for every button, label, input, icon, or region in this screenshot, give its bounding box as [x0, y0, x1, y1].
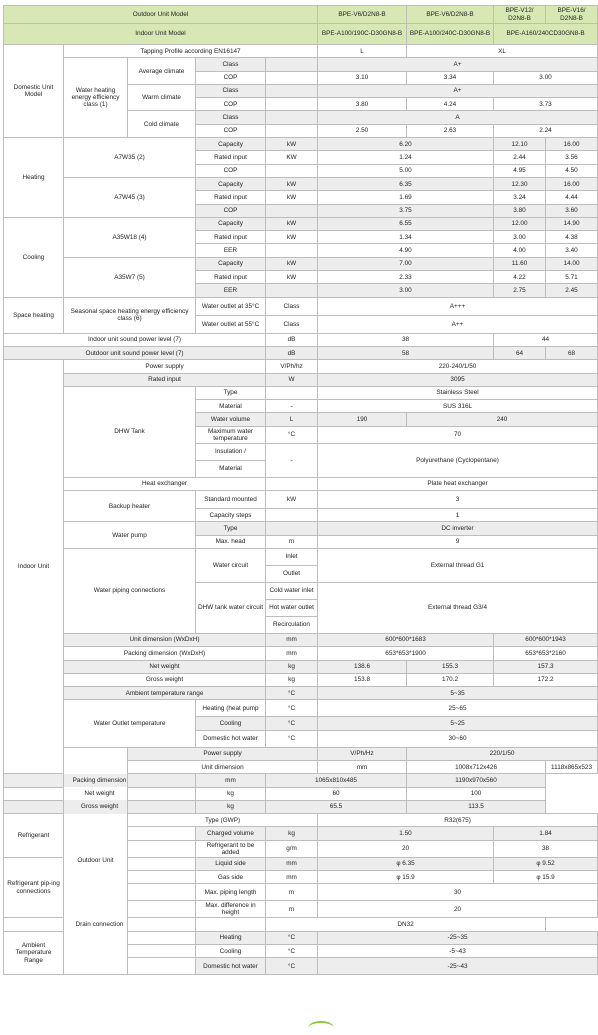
table-row	[4, 660, 598, 673]
value-cell: 3.80	[318, 98, 407, 111]
table-row	[4, 58, 598, 71]
value-cell: 653*653*2160	[494, 647, 598, 660]
value-cell: 155.3	[407, 660, 494, 673]
class-label: Class	[266, 315, 318, 333]
value-cell: 1118x865x523	[546, 760, 598, 773]
gross-weight-label: Gross weight	[4, 800, 196, 813]
unit-cell: m	[266, 535, 318, 548]
space-55-value: A++	[318, 315, 598, 333]
unit-cell: kW	[266, 138, 318, 151]
table-row	[4, 522, 598, 535]
table-row	[4, 800, 598, 813]
capacity-label: Capacity	[196, 217, 266, 230]
value-cell: 3.60	[546, 204, 598, 217]
value-cell: 1008x712x426	[407, 760, 546, 773]
table-row	[4, 787, 598, 800]
section-domestic: Domestic Unit Model	[4, 45, 64, 138]
value-cell: 3.34	[407, 71, 494, 84]
value-cell: 1.24	[318, 151, 494, 164]
domestic-hot-water-label: Domestic hot water	[196, 730, 266, 747]
value-cell: DC inverter	[318, 522, 598, 535]
dhw-tank-label: DHW Tank	[64, 386, 196, 477]
value-cell: 4.95	[494, 164, 546, 177]
value-cell: 4.50	[546, 164, 598, 177]
material-label: Material	[196, 460, 266, 477]
unit-cell: kW	[266, 217, 318, 230]
indoor-model-label: Indoor Unit Model	[4, 24, 318, 45]
value-cell: 4.44	[546, 191, 598, 204]
packing-dimension-label: Packing dimension (WxDxH)	[64, 647, 266, 660]
value-cell: 3.00	[494, 71, 598, 84]
indoor-model-2: BPE-A100/240C-D30GN8-B	[407, 24, 494, 45]
rated-input-label: Rated input	[196, 191, 266, 204]
table-row	[4, 257, 598, 270]
unit-cell: V/Ph/Hz	[318, 747, 407, 760]
value-cell: 220/1/50	[407, 747, 598, 760]
a7w45-label: A7W45 (3)	[64, 177, 196, 217]
hot-outlet-label: Hot water outlet	[266, 599, 318, 616]
gross-weight-label: Gross weight	[64, 673, 266, 686]
value-cell: 1190x970x560	[407, 774, 546, 787]
value-cell: R32(675)	[318, 814, 598, 827]
value-cell: 2.44	[494, 151, 546, 164]
standard-mounted-label: Standard mounted	[196, 491, 266, 509]
table-row	[4, 297, 598, 315]
value-cell: 153.8	[318, 673, 407, 686]
table-row	[4, 747, 598, 760]
value-cell: SUS 316L	[318, 400, 598, 413]
cold-class-value: A	[318, 111, 598, 124]
value-cell: 11.60	[494, 257, 546, 270]
a7w35-label: A7W35 (2)	[64, 138, 196, 178]
packing-dimension-label: Packing dimension	[4, 774, 196, 787]
value-cell: 2.45	[546, 284, 598, 297]
table-row	[4, 548, 598, 565]
a35w7-label: A35W7 (5)	[64, 257, 196, 297]
value-cell: 5~35	[318, 687, 598, 700]
value-cell: 157.3	[494, 660, 598, 673]
domestic-hot-water-label: Domestic hot water	[196, 958, 266, 975]
table-row	[4, 177, 598, 190]
unit-cell: -	[266, 400, 318, 413]
liquid-side-label: Liquid side	[196, 857, 266, 870]
value-cell: 4.90	[318, 244, 494, 257]
value-cell: 3.00	[494, 231, 546, 244]
value-cell: 25~65	[318, 700, 598, 717]
avg-class-value: A+	[318, 58, 598, 71]
table-row	[4, 45, 598, 58]
unit-cell: kW	[266, 257, 318, 270]
model-2: BPE-V6/D2N8-B	[407, 6, 494, 24]
max-water-temp-label: Maximum water temperature	[196, 426, 266, 443]
water-heating-efficiency-label: Water heating energy efficiency class (1)	[64, 58, 128, 138]
table-row	[4, 918, 598, 931]
unit-cell: dB	[266, 333, 318, 346]
net-weight-label: Net weight	[64, 660, 266, 673]
value-cell: 1065x810x485	[266, 774, 407, 787]
unit-dimension-label: Unit dimension	[128, 760, 318, 773]
unit-cell: °C	[266, 730, 318, 747]
value-cell: 2.33	[318, 271, 494, 284]
net-weight-label: Net weight	[4, 787, 196, 800]
table-row	[4, 491, 598, 509]
unit-cell: kg	[266, 827, 318, 840]
warm-class-value: A+	[318, 84, 598, 97]
unit-cell: g/m	[266, 840, 318, 857]
value-cell: 138.6	[318, 660, 407, 673]
cop-label: COP	[196, 71, 266, 84]
unit-dimension-label: Unit dimension (WxDxH)	[64, 633, 266, 646]
unit-cell: kg	[266, 660, 318, 673]
value-cell: 16.00	[546, 138, 598, 151]
value-cell: 60	[266, 787, 407, 800]
class-label: Class	[196, 111, 266, 124]
value-cell: 3.73	[494, 98, 598, 111]
value-cell: 64	[494, 346, 546, 359]
value-cell: External thread G3/4	[318, 582, 598, 633]
value-cell: 240	[407, 413, 598, 426]
indoor-model-row	[4, 24, 598, 45]
space-heating-label: Seasonal space heating energy efficiency class (6)	[64, 297, 196, 333]
section-indoor-unit: Indoor Unit	[4, 360, 64, 774]
indoor-model-1: BPE-A100/190C-D30GN8-B	[318, 24, 407, 45]
rated-input-label: Rated input	[196, 151, 266, 164]
value-cell: 38	[318, 333, 494, 346]
unit-cell: °C	[266, 700, 318, 717]
average-climate: Average climate	[128, 58, 196, 85]
unit-cell: mm	[196, 774, 266, 787]
outdoor-model-label: Outdoor Unit Model	[4, 6, 318, 24]
max-height-difference-label: Max. difference in height	[196, 901, 266, 918]
value-cell: Stainless Steel	[318, 386, 598, 399]
water-pump-label: Water pump	[64, 522, 196, 549]
value-cell: φ 15.9	[318, 871, 494, 884]
section-outdoor-unit: Outdoor Unit	[64, 747, 128, 975]
tapping-l: L	[318, 45, 407, 58]
table-row	[4, 217, 598, 230]
value-cell: 1.50	[318, 827, 494, 840]
capacity-label: Capacity	[196, 138, 266, 151]
cop-label: COP	[196, 164, 266, 177]
unit-cell: m	[266, 884, 318, 901]
backup-heater-label: Backup heater	[64, 491, 196, 522]
brand-arc-icon	[308, 1021, 334, 1035]
value-cell: 3	[318, 491, 598, 509]
section-cooling: Cooling	[4, 217, 64, 297]
value-cell: φ 6.35	[318, 857, 494, 870]
cop-label: COP	[196, 124, 266, 137]
value-cell: 1	[318, 509, 598, 522]
table-row	[4, 633, 598, 646]
unit-cell: mm	[266, 633, 318, 646]
cooling-label: Cooling	[196, 717, 266, 730]
section-heating: Heating	[4, 138, 64, 218]
value-cell: DN32	[266, 918, 546, 931]
unit-cell: °C	[266, 958, 318, 975]
table-row	[4, 687, 598, 700]
water-piping-label: Water piping connections	[64, 548, 196, 633]
charged-volume-label: Charged volume	[196, 827, 266, 840]
refrigerant-to-add-label: Refrigerant to be added	[196, 840, 266, 857]
value-cell: 3.80	[494, 204, 546, 217]
value-cell: 3.00	[318, 284, 494, 297]
value-cell: 220-240/1/50	[318, 360, 598, 373]
value-cell: 113.5	[407, 800, 546, 813]
table-row	[4, 477, 598, 490]
max-head-label: Max. head	[196, 535, 266, 548]
value-cell: 20	[318, 840, 494, 857]
value-cell: 5~25	[318, 717, 598, 730]
water-circuit-label: Water circuit	[196, 548, 266, 582]
value-cell: 20	[318, 901, 598, 918]
unit-cell: mm	[266, 647, 318, 660]
value-cell: 12.30	[494, 177, 546, 190]
rated-input-label: Rated input	[196, 231, 266, 244]
value-cell: Plate heat exchanger	[318, 477, 598, 490]
inlet-label: Inlet	[266, 548, 318, 565]
value-cell: 3.10	[318, 71, 407, 84]
value-cell: 6.20	[318, 138, 494, 151]
value-cell: -5~43	[318, 944, 598, 957]
unit-cell: °C	[266, 717, 318, 730]
rated-input-label: Rated input	[196, 271, 266, 284]
power-supply-label: Power supply	[64, 360, 266, 373]
unit-cell: kW	[266, 271, 318, 284]
class-label: Class	[196, 84, 266, 97]
table-row	[4, 333, 598, 346]
value-cell: 12.10	[494, 138, 546, 151]
value-cell: 4.00	[494, 244, 546, 257]
value-cell: 2.50	[318, 124, 407, 137]
value-cell: 2.24	[494, 124, 598, 137]
unit-cell: °C	[266, 687, 318, 700]
unit-cell: mm	[266, 871, 318, 884]
table-row	[4, 138, 598, 151]
value-cell: 172.2	[494, 673, 598, 686]
unit-cell: kg	[266, 673, 318, 686]
heating-label: Heating	[196, 931, 266, 944]
value-cell: 16.00	[546, 177, 598, 190]
unit-cell: m	[266, 901, 318, 918]
unit-cell: kW	[266, 191, 318, 204]
rated-input-label: Rated input	[64, 373, 266, 386]
unit-cell: L	[266, 413, 318, 426]
material-label: Material	[196, 400, 266, 413]
value-cell: 3.56	[546, 151, 598, 164]
value-cell: 2.75	[494, 284, 546, 297]
gas-side-label: Gas side	[196, 871, 266, 884]
section-space-heating: Space heating	[4, 297, 64, 333]
dhw-circuit-label: DHW tank water circuit	[196, 582, 266, 633]
heat-exchanger-label: Heat exchanger	[64, 477, 266, 490]
specification-table	[3, 5, 598, 975]
a35w18-label: A35W18 (4)	[64, 217, 196, 257]
value-cell: φ 9.52	[494, 857, 598, 870]
table-row	[4, 673, 598, 686]
table-row	[4, 774, 598, 787]
value-cell: 1.69	[318, 191, 494, 204]
space-35-value: A+++	[318, 297, 598, 315]
ambient-temp-range-label: Ambient Temperature Range	[4, 931, 64, 975]
unit-cell: V/Ph/hz	[266, 360, 318, 373]
indoor-model-3-4: BPE-A160/240CD30GN8-B	[494, 24, 598, 45]
value-cell: 2.63	[407, 124, 494, 137]
eer-label: EER	[196, 284, 266, 297]
value-cell: 4.22	[494, 271, 546, 284]
value-cell: 600*600*1943	[494, 633, 598, 646]
refrigerant-piping-label: Refrigerant pip-ing connections	[4, 857, 64, 918]
unit-cell: kW	[266, 491, 318, 509]
capacity-label: Capacity	[196, 177, 266, 190]
value-cell: 7.00	[318, 257, 494, 270]
outdoor-model-row	[4, 6, 598, 24]
value-cell: 6.35	[318, 177, 494, 190]
model-3: BPE-V12/ D2N8-B	[494, 6, 546, 24]
value-cell: 6.55	[318, 217, 494, 230]
value-cell: φ 15.9	[494, 871, 598, 884]
value-cell: 38	[494, 840, 598, 857]
capacity-steps-label: Capacity steps	[196, 509, 266, 522]
table-row	[4, 647, 598, 660]
value-cell: 9	[318, 535, 598, 548]
insulation-label: Insulation /	[196, 443, 266, 460]
warm-climate: Warm climate	[128, 84, 196, 111]
value-cell: 1.84	[494, 827, 598, 840]
class-label: Class	[266, 297, 318, 315]
table-row	[4, 386, 598, 399]
unit-cell: W	[266, 373, 318, 386]
value-cell: 3.40	[546, 244, 598, 257]
class-label: Class	[196, 58, 266, 71]
ambient-range-label: Ambient temperature range	[64, 687, 266, 700]
value-cell: 100	[407, 787, 546, 800]
unit-cell: °C	[266, 944, 318, 957]
unit-cell: mm	[266, 857, 318, 870]
value-cell: 600*600*1683	[318, 633, 494, 646]
value-cell: 68	[546, 346, 598, 359]
refrigerant-label: Refrigerant	[4, 814, 64, 858]
value-cell: 30~60	[318, 730, 598, 747]
value-cell: 1.34	[318, 231, 494, 244]
value-cell: External thread G1	[318, 548, 598, 582]
table-row	[4, 346, 598, 359]
cop-label: COP	[196, 204, 266, 217]
outlet-label: Outlet	[266, 565, 318, 582]
tapping-label: Tapping Profile according EN16147	[64, 45, 318, 58]
value-cell: 3095	[318, 373, 598, 386]
cop-label: COP	[196, 98, 266, 111]
cold-inlet-label: Cold water inlet	[266, 582, 318, 599]
max-piping-length-label: Max. piping length	[196, 884, 266, 901]
value-cell: 3.24	[494, 191, 546, 204]
value-cell: 5.00	[318, 164, 494, 177]
value-cell: 70	[318, 426, 598, 443]
heating-label: Heating (heat pump	[196, 700, 266, 717]
cooling-label: Cooling	[196, 944, 266, 957]
type-gwp-label: Type (GWP)	[128, 814, 318, 827]
indoor-sound-label: Indoor unit sound power level (7)	[4, 333, 266, 346]
outlet-35-label: Water outlet at 35°C	[196, 297, 266, 315]
unit-cell: KW	[266, 151, 318, 164]
outlet-55-label: Water outlet at 55°C	[196, 315, 266, 333]
table-row	[4, 373, 598, 386]
value-cell: 12.00	[494, 217, 546, 230]
power-supply-label: Power supply	[128, 747, 318, 760]
type-label: Type	[196, 522, 266, 535]
type-label: Type	[196, 386, 266, 399]
unit-cell: kW	[266, 231, 318, 244]
unit-cell: °C	[266, 931, 318, 944]
capacity-label: Capacity	[196, 257, 266, 270]
value-cell: -25~43	[318, 958, 598, 975]
value-cell: Polyurethane (Cyclopentane)	[318, 443, 598, 477]
value-cell: 653*653*1900	[318, 647, 494, 660]
water-outlet-temp-label: Water Outlet temperature	[64, 700, 196, 747]
unit-cell: mm	[318, 760, 407, 773]
recirculation-label: Recirculation	[266, 616, 318, 633]
value-cell: 14.00	[546, 257, 598, 270]
value-cell: 58	[318, 346, 494, 359]
unit-cell: kW	[266, 177, 318, 190]
eer-label: EER	[196, 244, 266, 257]
unit-cell: kg	[196, 800, 266, 813]
value-cell: 170.2	[407, 673, 494, 686]
outdoor-sound-label: Outdoor unit sound power level (7)	[4, 346, 266, 359]
unit-cell: dB	[266, 346, 318, 359]
value-cell: 5.71	[546, 271, 598, 284]
value-cell: -25~35	[318, 931, 598, 944]
value-cell: 3.75	[318, 204, 494, 217]
cold-climate: Cold climate	[128, 111, 196, 138]
unit-cell: kg	[196, 787, 266, 800]
unit-cell: °C	[266, 426, 318, 443]
unit-cell: -	[266, 443, 318, 477]
value-cell: 30	[318, 884, 598, 901]
water-volume-label: Water volume	[196, 413, 266, 426]
table-row	[4, 360, 598, 373]
value-cell: 65.5	[266, 800, 407, 813]
value-cell: 4.24	[407, 98, 494, 111]
value-cell: 190	[318, 413, 407, 426]
model-1: BPE-V6/D2N8-B	[318, 6, 407, 24]
value-cell: 44	[494, 333, 598, 346]
tapping-xl: XL	[407, 45, 598, 58]
value-cell: 14.90	[546, 217, 598, 230]
value-cell: 4.38	[546, 231, 598, 244]
drain-connection-label: Drain connection	[4, 918, 196, 931]
model-4: BPE-V16/ D2N8-B	[546, 6, 598, 24]
